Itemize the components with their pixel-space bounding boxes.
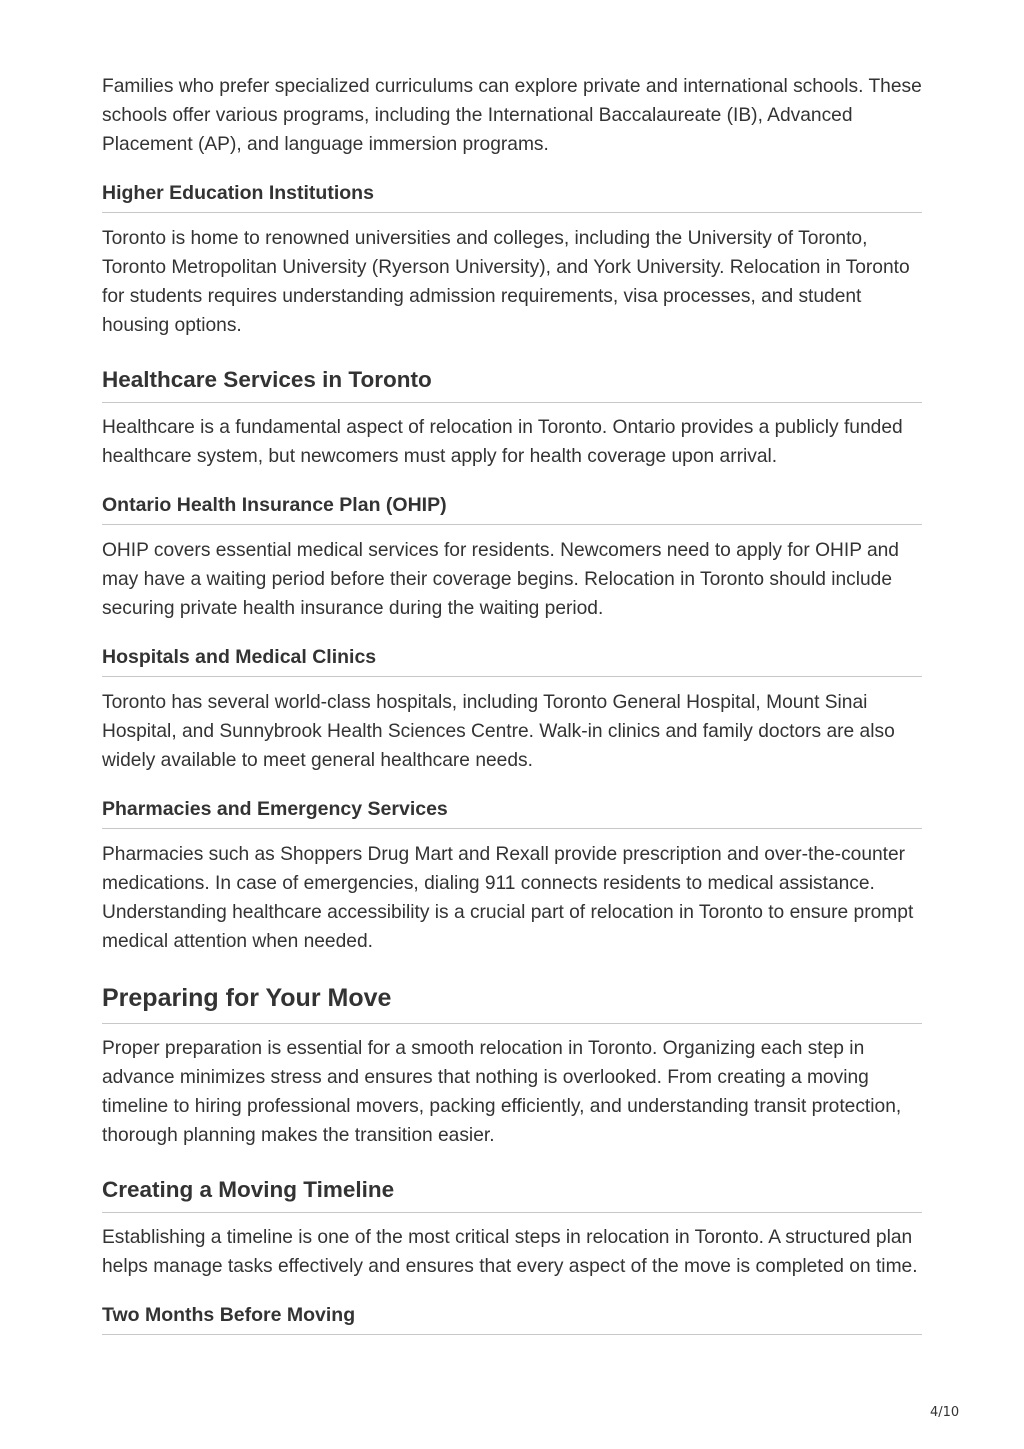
heading-pharmacies: Pharmacies and Emergency Services: [102, 797, 922, 829]
paragraph-higher-education: Toronto is home to renowned universities and colleges, including the University of Toronto, Toronto Metropolitan University (Ryerson University), and York University. Relocation in Toronto for students requires understanding admission requirements, visa processes, and student housing options.: [102, 228, 910, 336]
heading-moving-timeline: Creating a Moving Timeline: [102, 1176, 922, 1213]
heading-healthcare-services: Healthcare Services in Toronto: [102, 366, 922, 403]
paragraph-moving-timeline: Establishing a timeline is one of the most critical steps in relocation in Toronto. A structured plan helps manage tasks effectively and ensures that every aspect of the move is completed on time.: [102, 1227, 918, 1277]
heading-preparing-for-move: Preparing for Your Move: [102, 983, 922, 1024]
paragraph-private-schools: Families who prefer specialized curriculums can explore private and international schools. These schools offer various programs, including the International Baccalaureate (IB), Advanced Placement (AP), and language immersion programs.: [102, 76, 922, 155]
paragraph-ohip: OHIP covers essential medical services for residents. Newcomers need to apply for OHIP and may have a waiting period before their coverage begins. Relocation in Toronto should include securing private health insurance during the waiting period.: [102, 540, 899, 619]
paragraph-healthcare-services: Healthcare is a fundamental aspect of relocation in Toronto. Ontario provides a publicly funded healthcare system, but newcomers must apply for health coverage upon arrival.: [102, 417, 903, 467]
document-body: [102, 72, 922, 1335]
heading-two-months-before: Two Months Before Moving: [102, 1303, 922, 1335]
heading-ohip: Ontario Health Insurance Plan (OHIP): [102, 493, 922, 525]
paragraph-preparing-for-move: Proper preparation is essential for a smooth relocation in Toronto. Organizing each step in advance minimizes stress and ensures that nothing is overlooked. From creating a moving timeline to hiring professional movers, packing efficiently, and understanding transit protection, thorough planning makes the transition easier.: [102, 1038, 902, 1146]
paragraph-pharmacies: Pharmacies such as Shoppers Drug Mart and Rexall provide prescription and over-the-counter medications. In case of emergencies, dialing 911 connects residents to medical assistance. Understanding healthcare accessibility is a crucial part of relocation in Toronto to ensure prompt medical attention when needed.: [102, 844, 914, 952]
paragraph-hospitals: Toronto has several world-class hospitals, including Toronto General Hospital, Mount Sinai Hospital, and Sunnybrook Health Sciences Centre. Walk-in clinics and family doctors are also widely available to meet general healthcare needs.: [102, 692, 895, 771]
heading-hospitals: Hospitals and Medical Clinics: [102, 645, 922, 677]
page-number: 4/10: [930, 1405, 960, 1420]
heading-higher-education: Higher Education Institutions: [102, 181, 922, 213]
